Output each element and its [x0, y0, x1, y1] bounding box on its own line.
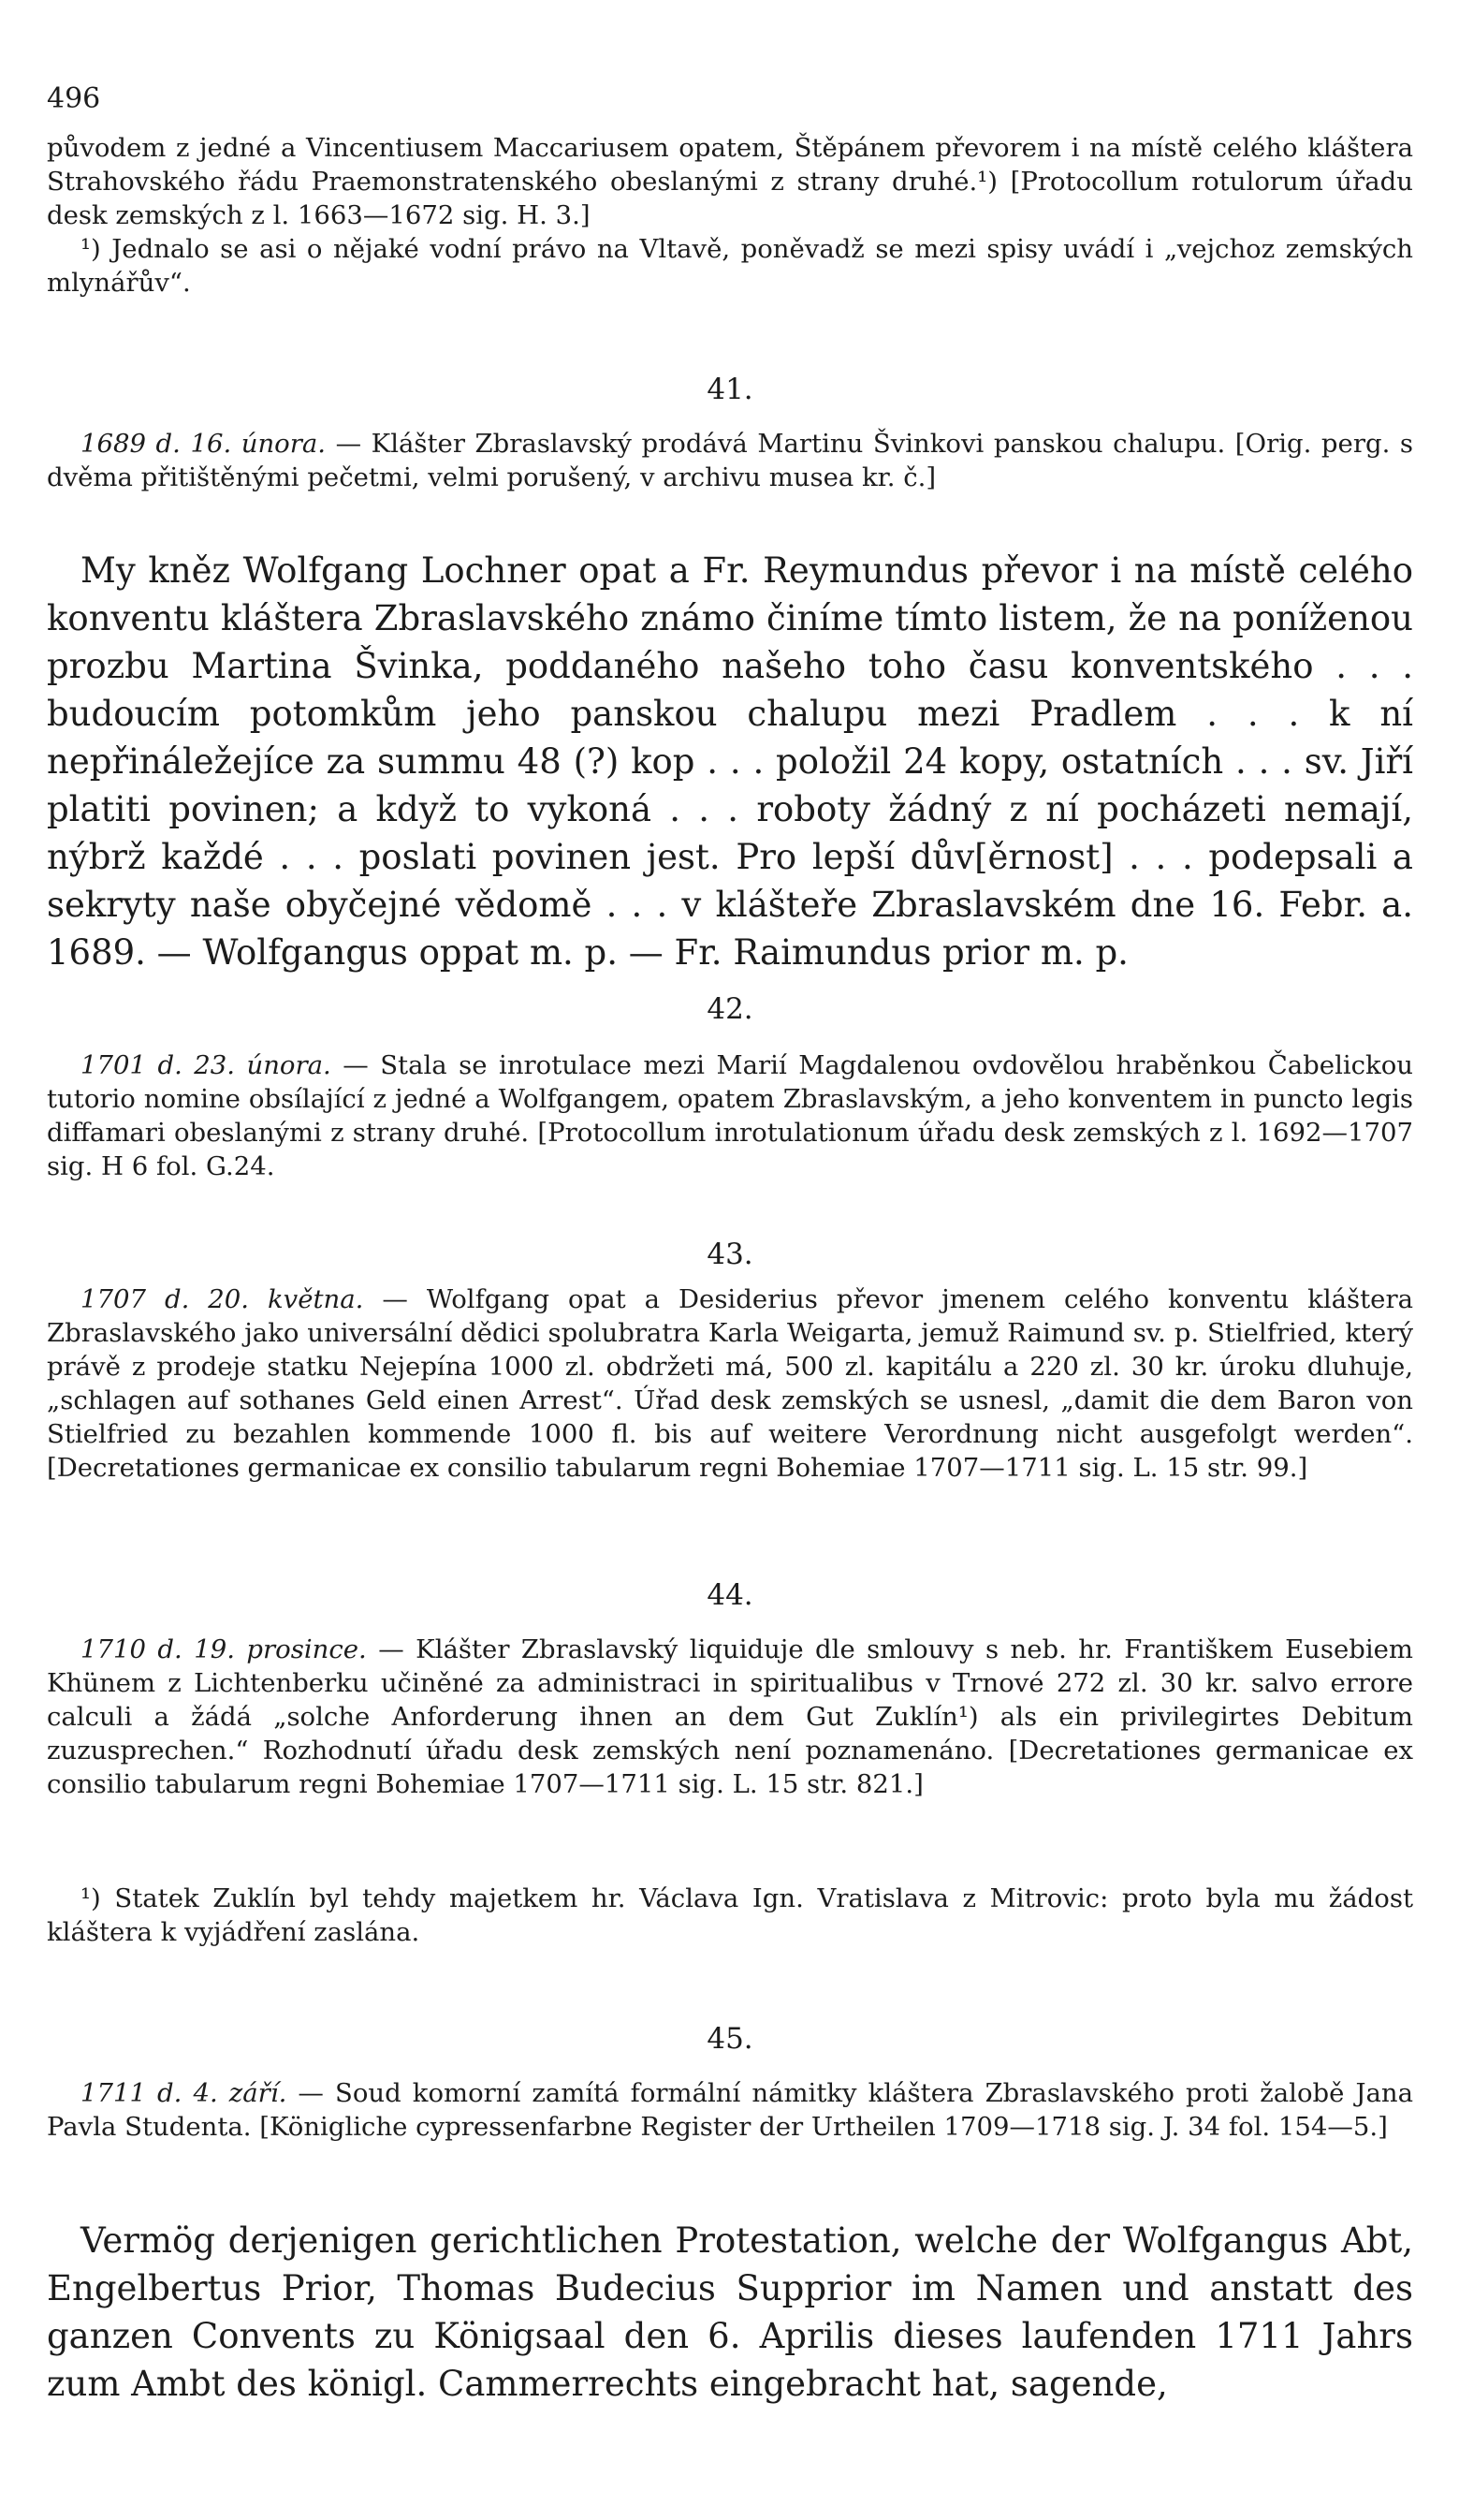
entry-summary: [47, 427, 1413, 494]
intro-footnote: ¹) Jednalo se asi o nějaké vodní právo na Vltavě, poněvadž se mezi spisy uvádí i „vejchoz zemských mlynářův“.: [47, 234, 1413, 298]
entry-body: [47, 2217, 1413, 2408]
entry-date: 1701 d. 23. února.: [80, 1050, 331, 1080]
entry-summary-text: — Klášter Zbraslavský liquiduje dle smlouvy s neb. hr. Františkem Eusebiem Khünem z Lichtenberku učiněné za administraci in spiritualibus v Trnové 272 zl. 30 kr. salvo errore calculi a žádá „solche Anforderung ihnen an dem Gut Zuklín¹) als ein privilegirtes Debitum zuzusprechen.“ Rozhodnutí úřadu desk zemských není poznamenáno. [Decretationes germanicae ex consilio tabularum regni Bohemiae 1707—1711 sig. L. 15 str. 821.]: [47, 1634, 1413, 1799]
entry-summary-text: — Soud komorní zamítá formální námitky kláštera Zbraslavského proti žalobě Jana Pavla Studenta. [Königliche cypressenfarbne Register der Urtheilen 1709—1718 sig. J. 34 fol. 154—5.]: [47, 2078, 1413, 2142]
entry-body: [47, 547, 1413, 976]
entry-body-text: Vermög derjenigen gerichtlichen Protestation, welche der Wolfgangus Abt, Engelbertus Prior, Thomas Budecius Supprior im Namen und anstatt des ganzen Convents zu Königsaal den 6. Aprilis dieses laufenden 1711 Jahrs zum Ambt des königl. Cammerrechts eingebracht hat, sagende,: [47, 2220, 1413, 2404]
intro-paragraph: [47, 131, 1413, 300]
page-number: 496: [47, 82, 101, 115]
entry-number: 43.: [707, 1238, 753, 1271]
entry-summary: [47, 2076, 1413, 2144]
entry-date: 1710 d. 19. prosince.: [80, 1634, 367, 1664]
entry-footnote: [47, 1882, 1413, 1949]
entry-date: 1711 d. 4. září.: [80, 2078, 287, 2108]
entry-summary: [47, 1048, 1413, 1183]
entry-body-text: My kněz Wolfgang Lochner opat a Fr. Reymundus převor i na místě celého konventu kláštera Zbraslavského známo činíme tímto listem, že na poníženou prozbu Martina Švinka, poddaného našeho toho času konventského . . . budoucím potomkům jeho panskou chalupu mezi Pradlem . . . k ní nepřináležejíce za summu 48 (?) kop . . . položil 24 kopy, ostatních . . . sv. Jiří platiti povinen; a když to vykoná . . . roboty žádný z ní pocházeti nemají, nýbrž každé . . . poslati povinen jest. Pro lepší dův[ěrnost] . . . podepsali a sekryty naše obyčejné vědomě . . . v klášteře Zbraslavském dne 16. Febr. a. 1689. — Wolfgangus oppat m. p. — Fr. Raimundus prior m. p.: [47, 550, 1413, 973]
entry-summary-text: — Stala se inrotulace mezi Marií Magdalenou ovdovělou hraběnkou Čabelickou tutorio nomine obsílající z jedné a Wolfgangem, opatem Zbraslavským, a jeho konventem in puncto legis diffamari obeslanými z strany druhé. [Protocollum inrotulationum úřadu desk zemských z l. 1692—1707 sig. H 6 fol. G.24.: [47, 1050, 1413, 1181]
entry-summary-text: — Klášter Zbraslavský prodává Martinu Švinkovi panskou chalupu. [Orig. perg. s dvěma přitištěnými pečetmi, velmi porušený, v archivu musea kr. č.]: [47, 429, 1413, 492]
intro-text: původem z jedné a Vincentiusem Maccariusem opatem, Štěpánem převorem i na místě celého kláštera Strahovského řádu Praemonstratenského obeslanými z strany druhé.¹) [Protocollum rotulorum úřadu desk zemských z l. 1663—1672 sig. H. 3.]: [47, 133, 1413, 230]
entry-date: 1707 d. 20. května.: [80, 1284, 364, 1314]
entry-summary-text: — Wolfgang opat a Desiderius převor jmenem celého konventu kláštera Zbraslavského jako universální dědici spolubratra Karla Weigarta, jemuž Raimund sv. p. Stielfried, který právě z prodeje statku Nejepína 1000 zl. obdržeti má, 500 zl. kapitálu a 220 zl. 30 kr. úroku dluhuje, „schlagen auf sothanes Geld einen Arrest“. Úřad desk zemských se usnesl, „damit die dem Baron von Stielfried zu bezahlen kommende 1000 fl. bis auf weitere Verordnung nicht ausgefolgt werden“. [Decretationes germanicae ex consilio tabularum regni Bohemiae 1707—1711 sig. L. 15 str. 99.]: [47, 1284, 1414, 1483]
entry-number: 44.: [707, 1578, 753, 1612]
entry-date: 1689 d. 16. února.: [80, 429, 327, 459]
entry-summary: [47, 1282, 1413, 1485]
entry-footnote-text: ¹) Statek Zuklín byl tehdy majetkem hr. Václava Ign. Vratislava z Mitrovic: proto byla mu žádost kláštera k vyjádření zaslána.: [47, 1883, 1413, 1947]
entry-summary: [47, 1633, 1413, 1801]
entry-number: 45.: [707, 2022, 753, 2056]
entry-number: 41.: [707, 373, 753, 406]
entry-number: 42.: [707, 992, 753, 1026]
